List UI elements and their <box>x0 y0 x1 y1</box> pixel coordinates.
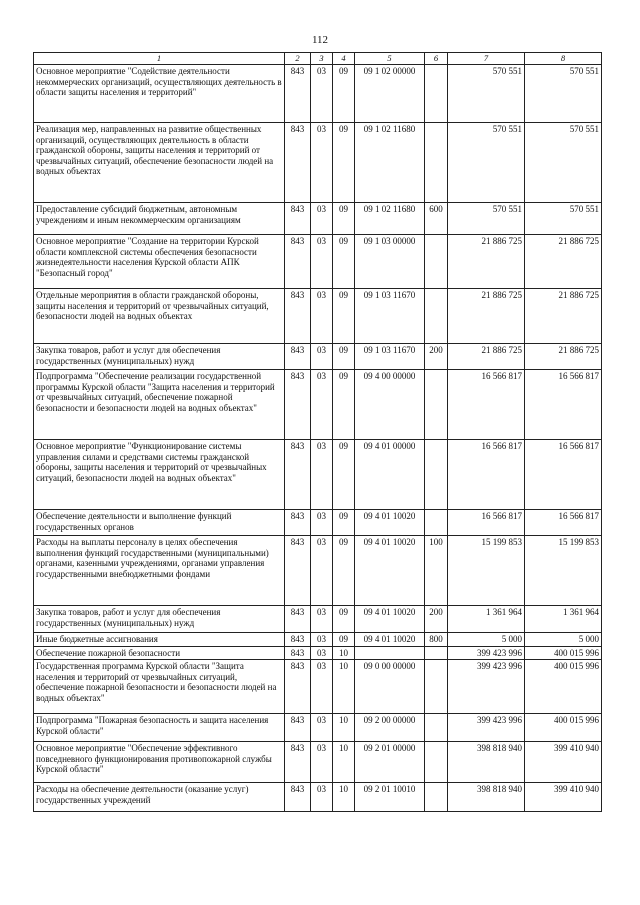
subsection-code: 10 <box>333 646 355 660</box>
table-row <box>34 289 602 344</box>
sum-year-2: 21 886 725 <box>525 344 602 370</box>
sum-year-2: 5 000 <box>525 633 602 647</box>
target-article: 09 0 00 00000 <box>355 660 425 714</box>
column-header: 8 <box>525 53 602 65</box>
row-name: Предоставление субсидий бюджетным, автономным учреждениям и иным некоммерческим организациям <box>34 203 285 235</box>
row-name: Расходы на выплаты персоналу в целях обеспечения выполнения функций государственными (муниципальными) органами, казенными учреждениями, органами управления государственными внебюджетными фондами <box>34 536 285 606</box>
expense-type: 600 <box>425 203 448 235</box>
sum-year-2: 21 886 725 <box>525 289 602 344</box>
subsection-code: 09 <box>333 440 355 510</box>
section-code: 03 <box>311 633 333 647</box>
row-name: Реализация мер, направленных на развитие общественных организаций, осуществляющих деятельность в области гражданской обороны, защиты населения и территорий от чрезвычайных ситуаций, обеспечение безопасности людей на водных объектах <box>34 123 285 203</box>
row-name: Отдельные мероприятия в области гражданской обороны, защиты населения и территорий от чрезвычайных ситуаций, безопасности людей на водных объектах <box>34 289 285 344</box>
section-code: 03 <box>311 289 333 344</box>
target-article: 09 1 03 00000 <box>355 235 425 289</box>
subsection-code: 09 <box>333 123 355 203</box>
target-article: 09 1 02 11680 <box>355 203 425 235</box>
target-article: 09 4 01 10020 <box>355 510 425 536</box>
sum-year-1: 1 361 964 <box>448 606 525 633</box>
target-article: 09 4 01 00000 <box>355 440 425 510</box>
target-article: 09 4 01 10020 <box>355 536 425 606</box>
sum-year-1: 399 423 996 <box>448 646 525 660</box>
section-code: 03 <box>311 742 333 783</box>
ministry-code: 843 <box>285 660 311 714</box>
table-row <box>34 660 602 714</box>
sum-year-2: 570 551 <box>525 123 602 203</box>
target-article: 09 4 01 10020 <box>355 633 425 647</box>
sum-year-2: 16 566 817 <box>525 510 602 536</box>
subsection-code: 10 <box>333 783 355 812</box>
sum-year-1: 16 566 817 <box>448 510 525 536</box>
ministry-code: 843 <box>285 440 311 510</box>
table-row <box>34 783 602 812</box>
sum-year-1: 398 818 940 <box>448 783 525 812</box>
sum-year-2: 570 551 <box>525 203 602 235</box>
section-code: 03 <box>311 536 333 606</box>
sum-year-2: 400 015 996 <box>525 646 602 660</box>
expense-type <box>425 440 448 510</box>
section-code: 03 <box>311 123 333 203</box>
sum-year-1: 570 551 <box>448 65 525 123</box>
expense-type <box>425 123 448 203</box>
sum-year-2: 1 361 964 <box>525 606 602 633</box>
table-row <box>34 606 602 633</box>
column-header: 1 <box>34 53 285 65</box>
ministry-code: 843 <box>285 289 311 344</box>
ministry-code: 843 <box>285 714 311 742</box>
row-name: Основное мероприятие "Содействие деятельности некоммерческих организаций, осуществляющих деятельность в области защиты населения и территорий" <box>34 65 285 123</box>
subsection-code: 09 <box>333 633 355 647</box>
row-name: Подпрограмма "Пожарная безопасность и защита населения Курской области" <box>34 714 285 742</box>
section-code: 03 <box>311 783 333 812</box>
table-row <box>34 742 602 783</box>
column-header: 6 <box>425 53 448 65</box>
sum-year-1: 398 818 940 <box>448 742 525 783</box>
subsection-code: 09 <box>333 65 355 123</box>
ministry-code: 843 <box>285 344 311 370</box>
sum-year-2: 21 886 725 <box>525 235 602 289</box>
table-row <box>34 235 602 289</box>
section-code: 03 <box>311 606 333 633</box>
subsection-code: 09 <box>333 289 355 344</box>
subsection-code: 09 <box>333 536 355 606</box>
table-row <box>34 65 602 123</box>
sum-year-1: 399 423 996 <box>448 714 525 742</box>
ministry-code: 843 <box>285 370 311 440</box>
target-article: 09 2 00 00000 <box>355 714 425 742</box>
sum-year-2: 400 015 996 <box>525 714 602 742</box>
target-article: 09 1 02 00000 <box>355 65 425 123</box>
section-code: 03 <box>311 344 333 370</box>
sum-year-1: 570 551 <box>448 123 525 203</box>
row-name: Обеспечение пожарной безопасности <box>34 646 285 660</box>
sum-year-2: 399 410 940 <box>525 783 602 812</box>
target-article: 09 4 00 00000 <box>355 370 425 440</box>
subsection-code: 09 <box>333 344 355 370</box>
expense-type <box>425 510 448 536</box>
column-header: 5 <box>355 53 425 65</box>
row-name: Основное мероприятие "Функционирование системы управления силами и средствами системы гражданской обороны, защиты населения и территорий от чрезвычайных ситуаций, безопасности людей на водных объектах" <box>34 440 285 510</box>
table-row <box>34 536 602 606</box>
expense-type <box>425 714 448 742</box>
row-name: Расходы на обеспечение деятельности (оказание услуг) государственных учреждений <box>34 783 285 812</box>
sum-year-1: 16 566 817 <box>448 370 525 440</box>
ministry-code: 843 <box>285 633 311 647</box>
row-name: Основное мероприятие "Обеспечение эффективного повседневного функционирования противопожарной службы Курской области" <box>34 742 285 783</box>
table-row <box>34 510 602 536</box>
section-code: 03 <box>311 440 333 510</box>
sum-year-2: 400 015 996 <box>525 660 602 714</box>
header-row <box>34 53 602 65</box>
sum-year-1: 21 886 725 <box>448 344 525 370</box>
sum-year-2: 570 551 <box>525 65 602 123</box>
expense-type <box>425 370 448 440</box>
sum-year-1: 399 423 996 <box>448 660 525 714</box>
column-header: 4 <box>333 53 355 65</box>
expense-type <box>425 660 448 714</box>
table-row <box>34 370 602 440</box>
column-header: 3 <box>311 53 333 65</box>
row-name: Закупка товаров, работ и услуг для обеспечения государственных (муниципальных) нужд <box>34 606 285 633</box>
table-row <box>34 123 602 203</box>
section-code: 03 <box>311 660 333 714</box>
target-article: 09 4 01 10020 <box>355 606 425 633</box>
section-code: 03 <box>311 510 333 536</box>
ministry-code: 843 <box>285 606 311 633</box>
ministry-code: 843 <box>285 510 311 536</box>
sum-year-2: 16 566 817 <box>525 370 602 440</box>
target-article <box>355 646 425 660</box>
subsection-code: 09 <box>333 370 355 440</box>
sum-year-1: 16 566 817 <box>448 440 525 510</box>
target-article: 09 1 02 11680 <box>355 123 425 203</box>
sum-year-2: 399 410 940 <box>525 742 602 783</box>
sum-year-1: 15 199 853 <box>448 536 525 606</box>
sum-year-1: 570 551 <box>448 203 525 235</box>
table-row <box>34 344 602 370</box>
section-code: 03 <box>311 714 333 742</box>
table-row <box>34 646 602 660</box>
subsection-code: 10 <box>333 660 355 714</box>
sum-year-1: 5 000 <box>448 633 525 647</box>
subsection-code: 09 <box>333 203 355 235</box>
expense-type <box>425 646 448 660</box>
target-article: 09 1 03 11670 <box>355 289 425 344</box>
row-name: Обеспечение деятельности и выполнение функций государственных органов <box>34 510 285 536</box>
sum-year-2: 15 199 853 <box>525 536 602 606</box>
row-name: Подпрограмма "Обеспечение реализации государственной программы Курской области "Защита населения и территорий от чрезвычайных ситуаций, обеспечение пожарной безопасности и безопасности людей на водных объектах" <box>34 370 285 440</box>
ministry-code: 843 <box>285 203 311 235</box>
expense-type <box>425 235 448 289</box>
subsection-code: 09 <box>333 510 355 536</box>
subsection-code: 09 <box>333 235 355 289</box>
section-code: 03 <box>311 65 333 123</box>
row-name: Государственная программа Курской области "Защита населения и территорий от чрезвычайных ситуаций, обеспечение пожарной безопасности и безопасности людей на водных объектах" <box>34 660 285 714</box>
column-header: 7 <box>448 53 525 65</box>
subsection-code: 09 <box>333 606 355 633</box>
ministry-code: 843 <box>285 783 311 812</box>
row-name: Иные бюджетные ассигнования <box>34 633 285 647</box>
expense-type: 100 <box>425 536 448 606</box>
expense-type: 200 <box>425 344 448 370</box>
table-row <box>34 714 602 742</box>
expense-type <box>425 289 448 344</box>
target-article: 09 2 01 10010 <box>355 783 425 812</box>
column-header: 2 <box>285 53 311 65</box>
sum-year-1: 21 886 725 <box>448 289 525 344</box>
ministry-code: 843 <box>285 742 311 783</box>
ministry-code: 843 <box>285 536 311 606</box>
ministry-code: 843 <box>285 646 311 660</box>
table-row <box>34 203 602 235</box>
row-name: Основное мероприятие "Создание на территории Курской области комплексной системы обеспечения безопасности жизнедеятельности населения Курской области АПК "Безопасный город" <box>34 235 285 289</box>
budget-table <box>33 52 602 812</box>
sum-year-1: 21 886 725 <box>448 235 525 289</box>
ministry-code: 843 <box>285 123 311 203</box>
expense-type <box>425 783 448 812</box>
subsection-code: 10 <box>333 714 355 742</box>
expense-type <box>425 65 448 123</box>
section-code: 03 <box>311 370 333 440</box>
row-name: Закупка товаров, работ и услуг для обеспечения государственных (муниципальных) нужд <box>34 344 285 370</box>
subsection-code: 10 <box>333 742 355 783</box>
page-number: 112 <box>311 34 329 46</box>
ministry-code: 843 <box>285 65 311 123</box>
expense-type: 800 <box>425 633 448 647</box>
section-code: 03 <box>311 235 333 289</box>
target-article: 09 1 03 11670 <box>355 344 425 370</box>
target-article: 09 2 01 00000 <box>355 742 425 783</box>
expense-type: 200 <box>425 606 448 633</box>
sum-year-2: 16 566 817 <box>525 440 602 510</box>
table-row <box>34 633 602 647</box>
expense-type <box>425 742 448 783</box>
ministry-code: 843 <box>285 235 311 289</box>
section-code: 03 <box>311 646 333 660</box>
table-row <box>34 440 602 510</box>
section-code: 03 <box>311 203 333 235</box>
